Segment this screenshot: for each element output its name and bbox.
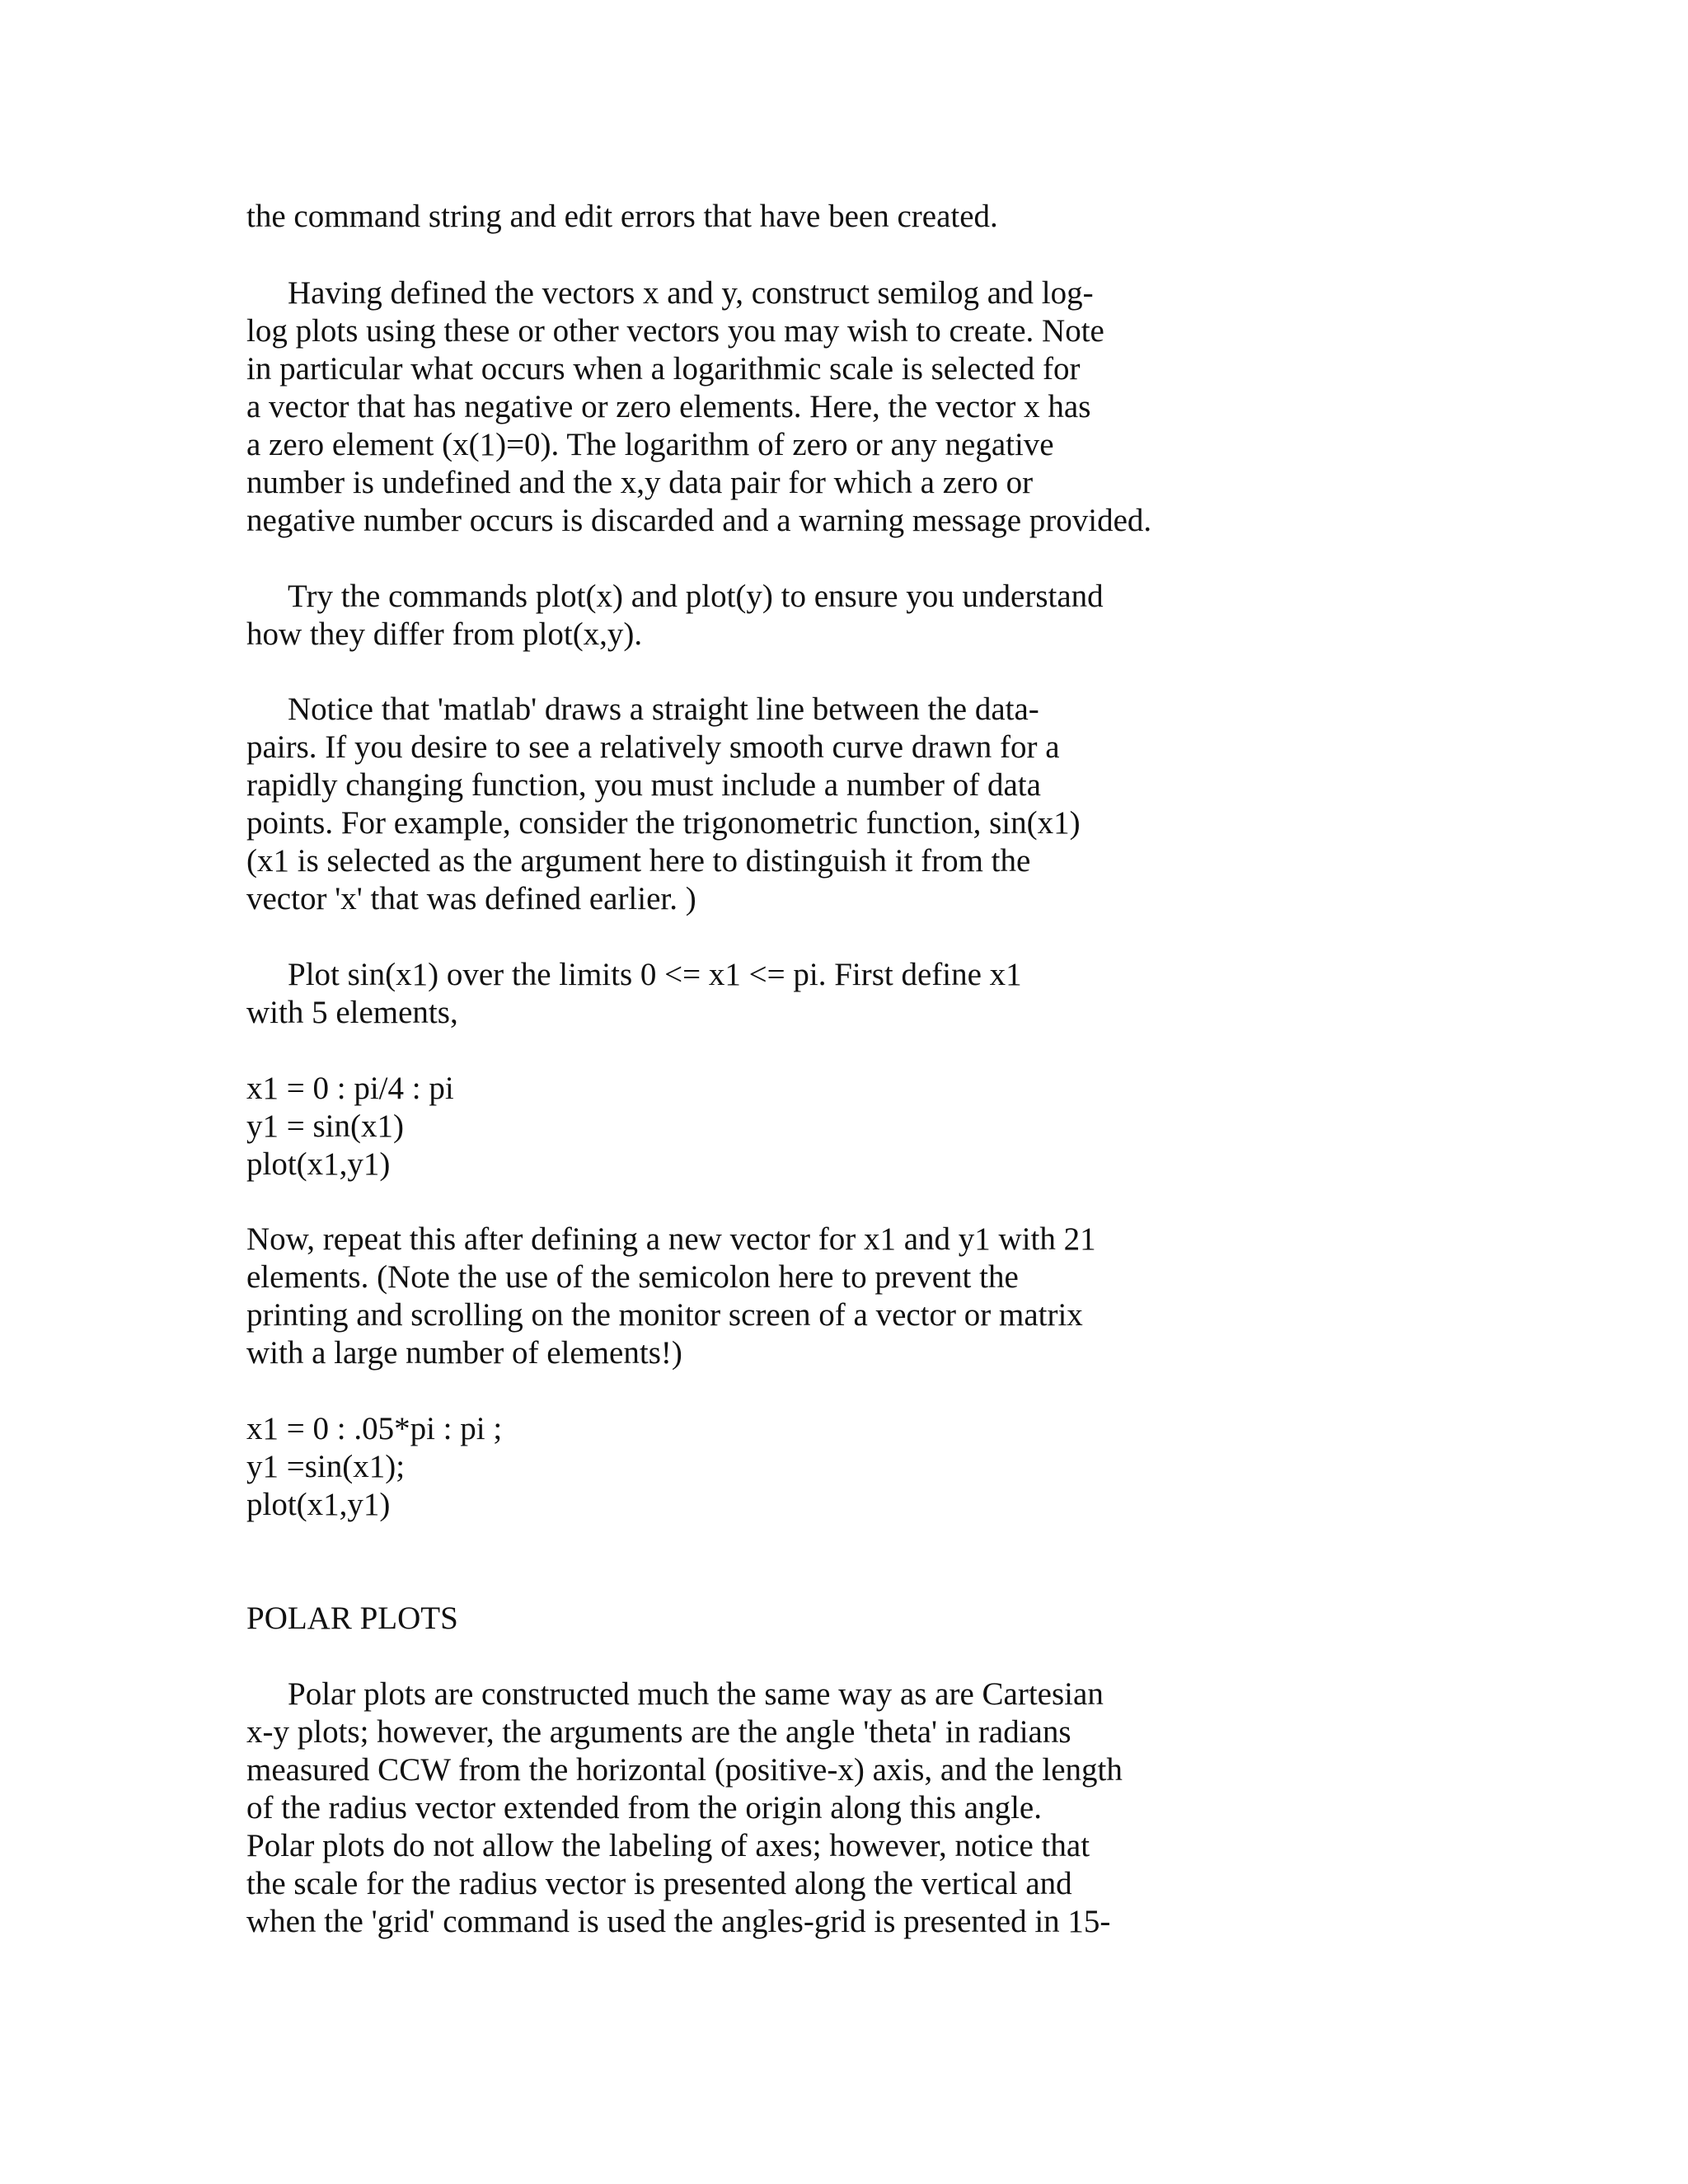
text-line: elements. (Note the use of the semicolon here to prevent the — [246, 1259, 1019, 1295]
code-line: y1 =sin(x1); — [246, 1449, 406, 1484]
text-line: how they differ from plot(x,y). — [246, 616, 643, 652]
code-line: x1 = 0 : pi/4 : pi — [246, 1071, 454, 1106]
text-line: number is undefined and the x,y data pair for which a zero or — [246, 465, 1034, 500]
text-line: of the radius vector extended from the origin along this angle. — [246, 1790, 1042, 1825]
text-line: rapidly changing function, you must include a number of data — [246, 767, 1041, 803]
text-line: a vector that has negative or zero elements. Here, the vector x has — [246, 389, 1091, 424]
text-line: the command string and edit errors that have been created. — [246, 199, 998, 234]
code-line: plot(x1,y1) — [246, 1487, 391, 1522]
text-line: Try the commands plot(x) and plot(y) to ensure you understand — [288, 579, 1104, 614]
text-line: when the 'grid' command is used the angles-grid is presented in 15- — [246, 1904, 1111, 1939]
code-line: plot(x1,y1) — [246, 1146, 391, 1182]
text-line: x-y plots; however, the arguments are the angle 'theta' in radians — [246, 1714, 1071, 1750]
text-line: with 5 elements, — [246, 995, 458, 1030]
text-line: a zero element (x(1)=0). The logarithm of zero or any negative — [246, 427, 1054, 462]
text-line: printing and scrolling on the monitor screen of a vector or matrix — [246, 1297, 1083, 1333]
code-line: x1 = 0 : .05*pi : pi ; — [246, 1411, 503, 1446]
text-line: the scale for the radius vector is presented along the vertical and — [246, 1866, 1072, 1901]
text-line: in particular what occurs when a logarithmic scale is selected for — [246, 351, 1081, 387]
text-line: vector 'x' that was defined earlier. ) — [246, 881, 696, 916]
section-heading: POLAR PLOTS — [246, 1601, 458, 1636]
text-line: points. For example, consider the trigonometric function, sin(x1) — [246, 805, 1081, 841]
text-line: Plot sin(x1) over the limits 0 <= x1 <= pi. First define x1 — [288, 957, 1022, 992]
text-line: negative number occurs is discarded and a warning message provided. — [246, 503, 1152, 538]
code-line: y1 = sin(x1) — [246, 1108, 404, 1144]
text-line: measured CCW from the horizontal (positive-x) axis, and the length — [246, 1752, 1123, 1788]
text-line: with a large number of elements!) — [246, 1335, 682, 1371]
text-line: (x1 is selected as the argument here to distinguish it from the — [246, 843, 1031, 879]
text-line: Now, repeat this after defining a new vector for x1 and y1 with 21 — [246, 1221, 1096, 1257]
text-line: log plots using these or other vectors you may wish to create. Note — [246, 313, 1104, 349]
text-line: pairs. If you desire to see a relatively smooth curve drawn for a — [246, 729, 1060, 765]
text-line: Polar plots are constructed much the same way as are Cartesian — [288, 1676, 1104, 1712]
text-line: Polar plots do not allow the labeling of axes; however, notice that — [246, 1828, 1090, 1863]
text-line: Notice that 'matlab' draws a straight line between the data- — [288, 691, 1039, 727]
text-line: Having defined the vectors x and y, construct semilog and log- — [288, 275, 1094, 311]
